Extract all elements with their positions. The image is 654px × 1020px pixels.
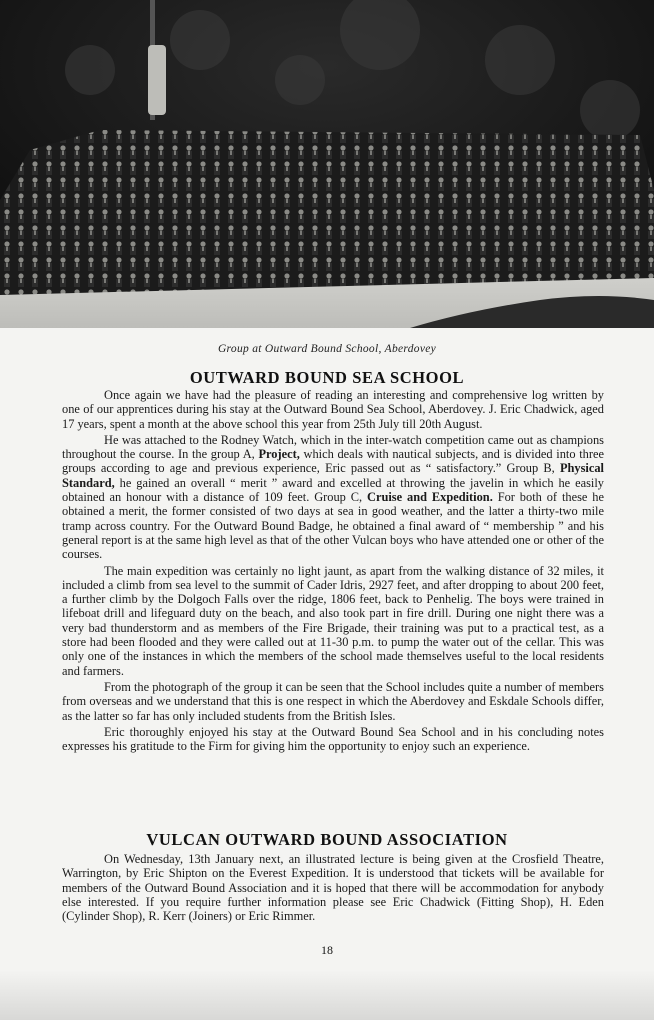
paragraph: From the photograph of the group it can be seen that the School includes quite a number of members from overseas and we understand that this is one respect in which the Aberdovey and Eskdale Schools differ, as the latter so far has only included students from the British Isles. bbox=[62, 679, 604, 723]
article-body-association bbox=[62, 852, 604, 925]
article-body-sea-school bbox=[62, 388, 604, 755]
paragraph: Eric thoroughly enjoyed his stay at the Outward Bound Sea School and in his concluding notes expresses his gratitude to the Firm for giving him the opportunity to enjoy such an experience. bbox=[62, 724, 604, 754]
text-run: which deals with nautical subjects, and is divided into three groups according to age and previous experience, Eric passed out as “ satisfactory.” Group B, bbox=[62, 447, 604, 476]
bold-term-project: Project, bbox=[258, 447, 300, 462]
page-bottom-shadow bbox=[0, 970, 654, 1020]
bold-term-physical-standard: Physical Standard, bbox=[62, 461, 604, 490]
paragraph: Once again we have had the pleasure of reading an interesting and comprehensive log written by one of our apprentices during his stay at the Outward Bound Sea School, Aberdovey. J. Eric Chadwick, aged 17 years, spent a month at the above school this year from 25th July till 20th August. bbox=[62, 388, 604, 431]
page-number: 18 bbox=[321, 943, 333, 957]
section-title-vulcan-outward-bound-association: VULCAN OUTWARD BOUND ASSOCIATION bbox=[146, 830, 508, 849]
text-run: For both of these he obtained a merit, the former consisted of two days at sea in good weather, and the latter a thirty-two mile tramp across country. For the Outward Bound Badge, he obtained a final award of “ membership ” and his general report is at the same high level as that of the other Vulcan boys who have attended one or other of the courses. bbox=[62, 490, 604, 562]
photo-caption: Group at Outward Bound School, Aberdovey bbox=[217, 343, 437, 355]
group-photograph bbox=[0, 0, 654, 328]
text-run: he gained an overall “ merit ” award and excelled at throwing the javelin in which he easily obtained an honour with a distance of 109 feet. Group C, bbox=[62, 475, 604, 505]
group-photo-image bbox=[0, 0, 654, 328]
paragraph bbox=[62, 433, 604, 562]
section-title-outward-bound-sea-school: OUTWARD BOUND SEA SCHOOL bbox=[189, 368, 465, 387]
paragraph: On Wednesday, 13th January next, an illustrated lecture is being given at the Crosfield Theatre, Warrington, by Eric Shipton on the Everest Expedition. It is understood that tickets will be available for members of the Outward Bound Association and it is hoped that there will be accommodation for anybody else interested. If you require further information please see Eric Chadwick (Fitting Shop), H. Eden (Cylinder Shop), R. Kerr (Joiners) or Eric Rimmer. bbox=[62, 852, 604, 924]
bold-term-cruise-expedition: Cruise and Expedition. bbox=[367, 490, 493, 505]
text-run: He was attached to the Rodney Watch, which in the inter-watch competition came out as champions throughout the course. In the group A, bbox=[62, 432, 604, 462]
paragraph: The main expedition was certainly no light jaunt, as apart from the walking distance of 32 miles, it included a climb from sea level to the summit of Cader Idris, 2927 feet, and after dropping to about 200 feet, a further climb by the Dolgoch Falls over the ridge, 1806 feet, back to Penhelig. The boys were trained in lifeboat drill and lifeguard duty on the beach, and also took part in fire drill. During one night there was a very bad thunderstorm and as members of the Fire Brigade, their training was put to a practical test, as a store had been flooded and they were called out at 11-30 p.m. to pump the water out of the cellar. This was only one of the instances in which the members of the school made themselves useful to the local residents and farmers. bbox=[62, 563, 604, 678]
